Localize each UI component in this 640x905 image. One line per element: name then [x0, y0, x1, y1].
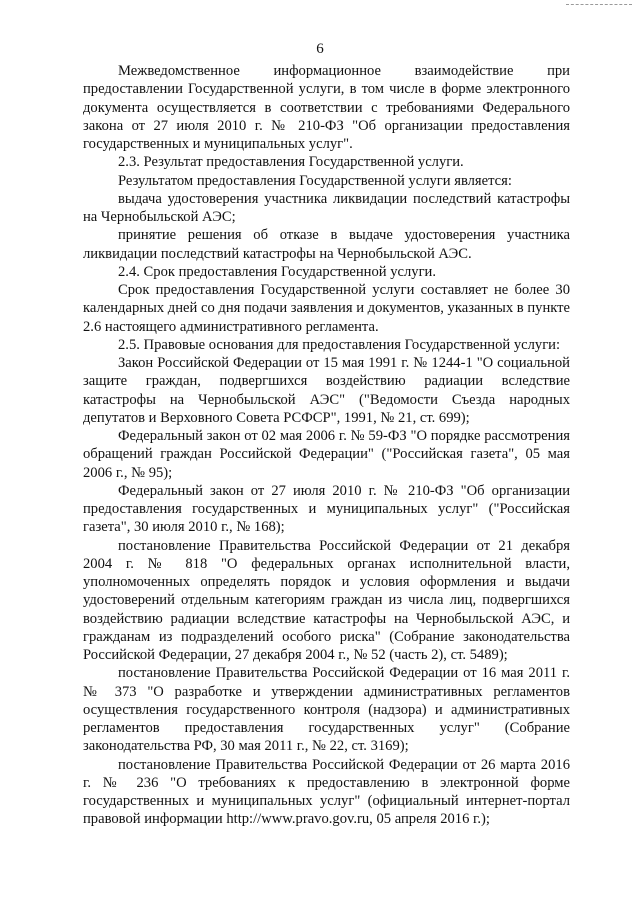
section-heading-2-4: 2.4. Срок предоставления Государственной услуги.: [118, 263, 437, 280]
legal-basis-resolution-373: постановление Правительства Российской Федерации от 16 мая 2011 г. № 373 "О разработке и утверждении административных регламентов осуществления государственного контроля (надзора) и административных регламентов предоставления государственных услуг" (Собрание законодательства РФ, 30 мая 2011 г., № 22, ст. 3169);: [83, 665, 570, 755]
document-body: [83, 62, 570, 829]
legal-basis-law-1244-1: Закон Российской Федерации от 15 мая 1991 г. № 1244-1 "О социальной защите граждан, подвергшихся воздействию радиации вследствие катастрофы на Чернобыльской АЭС" ("Ведомости Съезда народных депутатов и Верховного Совета РСФСР", 1991, № 21, ст. 699);: [83, 355, 570, 426]
paragraph-interagency-interaction: Межведомственное информационное взаимодействие при предоставлении Государственной услуги, в том числе в форме электронного документа осуществляется в соответствии с требованиями Федерального закона от 27 июля 2010 г. № 210-ФЗ "Об организации предоставления государственных и муниципальных услуг".: [83, 63, 570, 152]
paragraph-result-intro: Результатом предоставления Государственной услуги является:: [118, 172, 512, 189]
legal-basis-law-210-fz: Федеральный закон от 27 июля 2010 г. № 210-ФЗ "Об организации предоставления государственных и муниципальных услуг" ("Российская газета", 30 июля 2010 г., № 168);: [83, 482, 570, 536]
paragraph-service-term: Срок предоставления Государственной услуги составляет не более 30 календарных дней со дня подачи заявления и документов, указанных в пункте 2.6 настоящего административного регламента.: [83, 282, 571, 335]
legal-basis-resolution-236: постановление Правительства Российской Федерации от 26 марта 2016 г. № 236 "О требованиях к предоставлению в электронной форме государственных и муниципальных услуг" (официальный интернет-портал правовой информации http://www.pravo.gov.ru, 05 апреля 2016 г.);: [83, 756, 570, 828]
list-item-certificate-issue: выдача удостоверения участника ликвидации последствий катастрофы на Чернобыльской АЭС;: [83, 190, 570, 225]
scan-edge-mark: [566, 4, 632, 6]
section-heading-2-3: 2.3. Результат предоставления Государственной услуги.: [118, 154, 464, 171]
list-item-refusal-decision: принятие решения об отказе в выдаче удостоверения участника ликвидации последствий катастрофы на Чернобыльской АЭС.: [83, 227, 570, 262]
legal-basis-law-59-fz: Федеральный закон от 02 мая 2006 г. № 59-ФЗ "О порядке рассмотрения обращений граждан Российской Федерации" ("Российская газета", 05 мая 2006 г., № 95);: [83, 428, 570, 481]
legal-basis-resolution-818: постановление Правительства Российской Федерации от 21 декабря 2004 г. № 818 "О федеральных органах исполнительной власти, уполномоченных определять порядок и условия оформления и выдачи удостоверений отдельным категориям граждан из числа лиц, подвергшихся воздействию радиации вследствие катастрофы на Чернобыльской АЭС, и гражданам из подразделений особого риска" (Собрание законодательства Российской Федерации, 27 декабря 2004 г., № 52 (часть 2), ст. 5489);: [83, 537, 570, 663]
section-heading-2-5: 2.5. Правовые основания для предоставления Государственной услуги:: [118, 336, 561, 353]
page-number: 6: [316, 41, 324, 57]
